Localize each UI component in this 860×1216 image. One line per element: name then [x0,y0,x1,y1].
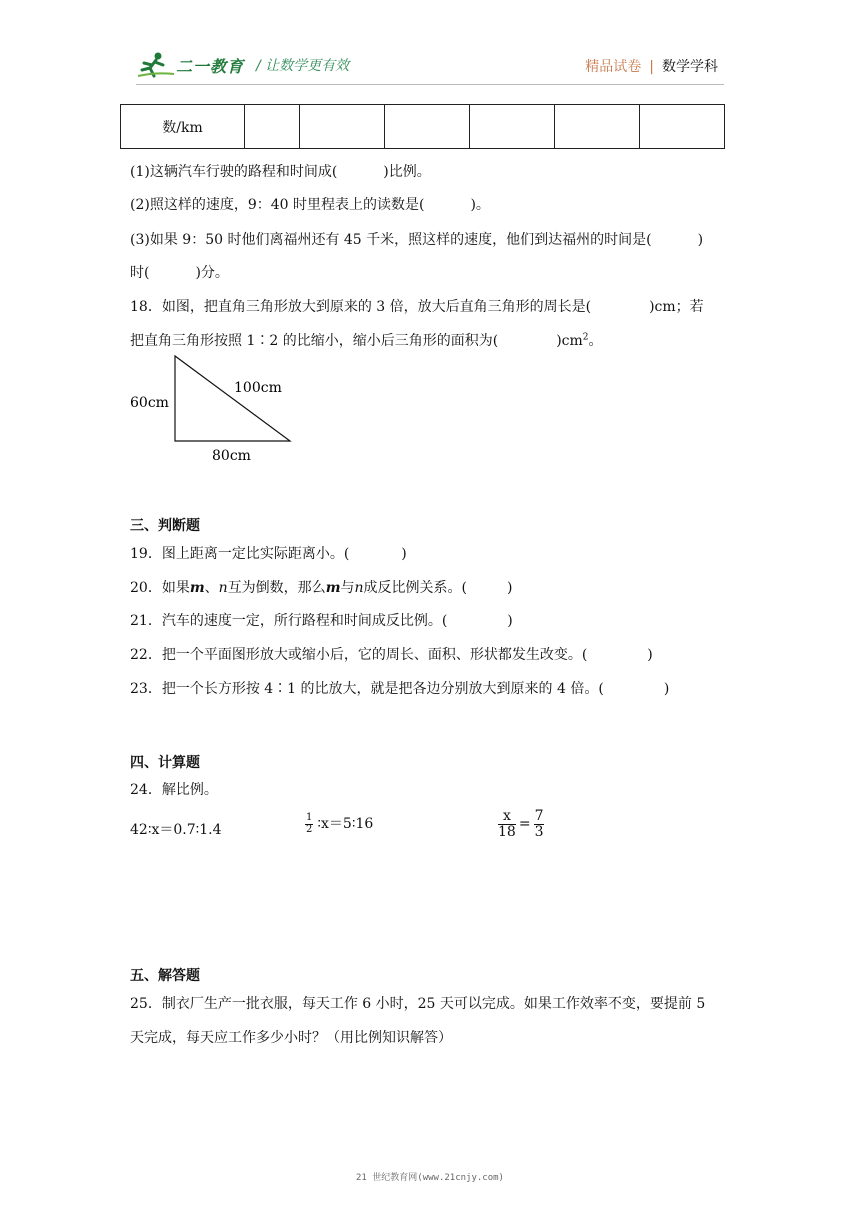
triangle-label-left: 60cm [130,395,169,411]
table-cell [640,105,725,149]
header-slogan: / 让数学更有效 [256,58,350,74]
header-separator: | [649,59,654,75]
q18-line1-end: )cm；若 [649,299,704,315]
q17-part3b-text: 时( [130,265,150,281]
q23-text: 23．把一个长方形按 4∶1 的比放大，就是把各边分别放大到原来的 4 倍。( [130,681,604,697]
header-subject [585,56,718,76]
page-footer: 21 世纪教育网(www.21cnjy.com) [356,1173,504,1183]
q18-superscript: 2 [582,332,589,343]
fraction-num: x [498,809,516,825]
header-label-premium: 精品试卷 [585,59,642,75]
right-triangle-figure [120,350,320,470]
section5-title: 五、解答题 [130,968,200,984]
table-row [121,105,725,149]
q24-equation-3 [498,809,544,839]
q23 [130,678,669,698]
q20-text-b: 、 [204,580,219,596]
q20-var-n: n [218,580,228,596]
section4-title: 四、计算题 [130,755,200,771]
q22-close: ) [647,647,653,663]
odometer-table [120,104,725,149]
q20-var-m: m [189,580,205,596]
section3-title: 三、判断题 [130,518,200,534]
q24-equation-2-rest: ∶x＝5∶16 [317,816,374,832]
q19-close: ) [401,546,407,562]
q24-equation-1: 42∶x＝0.7∶1.4 [130,822,222,838]
q17-part3b-end: )分。 [195,265,229,281]
q17-part3-text: (3)如果 9：50 时他们离福州还有 45 千米，照这样的速度，他们到达福州的时间是( [130,232,652,248]
fraction-x-over-18 [498,809,516,839]
table-cell-label: 数/km [121,105,245,149]
fraction-den: 3 [534,823,544,840]
header-label-subject: 数学学科 [662,59,718,75]
q20-text-c: 互为倒数，那么 [227,580,326,596]
q20 [130,577,512,597]
q17-part3-cont [130,262,229,282]
q23-close: ) [663,681,670,697]
table-cell [300,105,385,149]
q20-text-e: 成反比例关系。( [363,580,468,596]
q17-part2-text: (2)照这样的速度，9：40 时里程表上的读数是( [130,197,425,213]
q18-line2-tail: 。 [588,333,603,349]
q18-line2-text: 把直角三角形按照 1∶2 的比缩小，缩小后三角形的面积为( [130,333,499,349]
fraction-7-over-3 [534,809,545,839]
header-rule [136,84,724,85]
table-cell [385,105,470,149]
q22 [130,644,653,664]
q25-line1: 25．制衣厂生产一批衣服，每天工作 6 小时，25 天可以完成。如果工作效率不变，要提前 5 [130,996,706,1012]
q18-line2-end: )cm [556,333,583,349]
fraction-den: 18 [498,823,516,840]
table-cell [245,105,300,149]
triangle-label-hyp: 100cm [234,380,282,396]
q24-prompt: 24．解比例。 [130,782,218,798]
q21-text: 21．汽车的速度一定，所行路程和时间成反比例。( [130,613,448,629]
q17-part3-end: ) [697,232,704,248]
fraction-half [305,813,313,835]
q20-var-m2: m [325,580,341,596]
table-cell [555,105,640,149]
q17-part1-end: )比例。 [383,164,431,180]
q20-close: ) [507,580,513,596]
table-cell [470,105,555,149]
q20-text-d: 与 [340,580,355,596]
q19-text: 19．图上距离一定比实际距离小。( [130,546,350,562]
q17-part3 [130,229,703,249]
q17-part2 [130,194,490,214]
equals-sign: = [518,816,531,833]
q21-close: ) [507,613,513,629]
triangle-label-bottom: 80cm [212,448,251,464]
q19 [130,543,407,563]
fraction-num: 7 [534,808,544,824]
q21 [130,610,513,630]
q17-part2-end: )。 [470,197,490,213]
q20-text-a: 20．如果 [130,580,190,596]
q25-line2: 天完成，每天应工作多少小时？（用比例知识解答） [130,1030,452,1046]
fraction-num: 1 [306,812,313,823]
q22-text: 22．把一个平面图形放大或缩小后，它的周长、面积、形状都发生改变。( [130,647,588,663]
q18-line1-text: 18．如图，把直角三角形放大到原来的 3 倍，放大后直角三角形的周长是( [130,299,592,315]
q17-part1 [130,161,431,181]
q20-var-n2: n [354,580,364,596]
q18-line1 [130,296,704,316]
brand-logo-text: 二一教育 [176,57,245,76]
q24-equation-2 [305,813,373,835]
triangle-shape [175,356,290,441]
q17-part1-text: (1)这辆汽车行驶的路程和时间成( [130,164,338,180]
q18-line2 [130,330,603,350]
fraction-den: 2 [306,823,313,835]
